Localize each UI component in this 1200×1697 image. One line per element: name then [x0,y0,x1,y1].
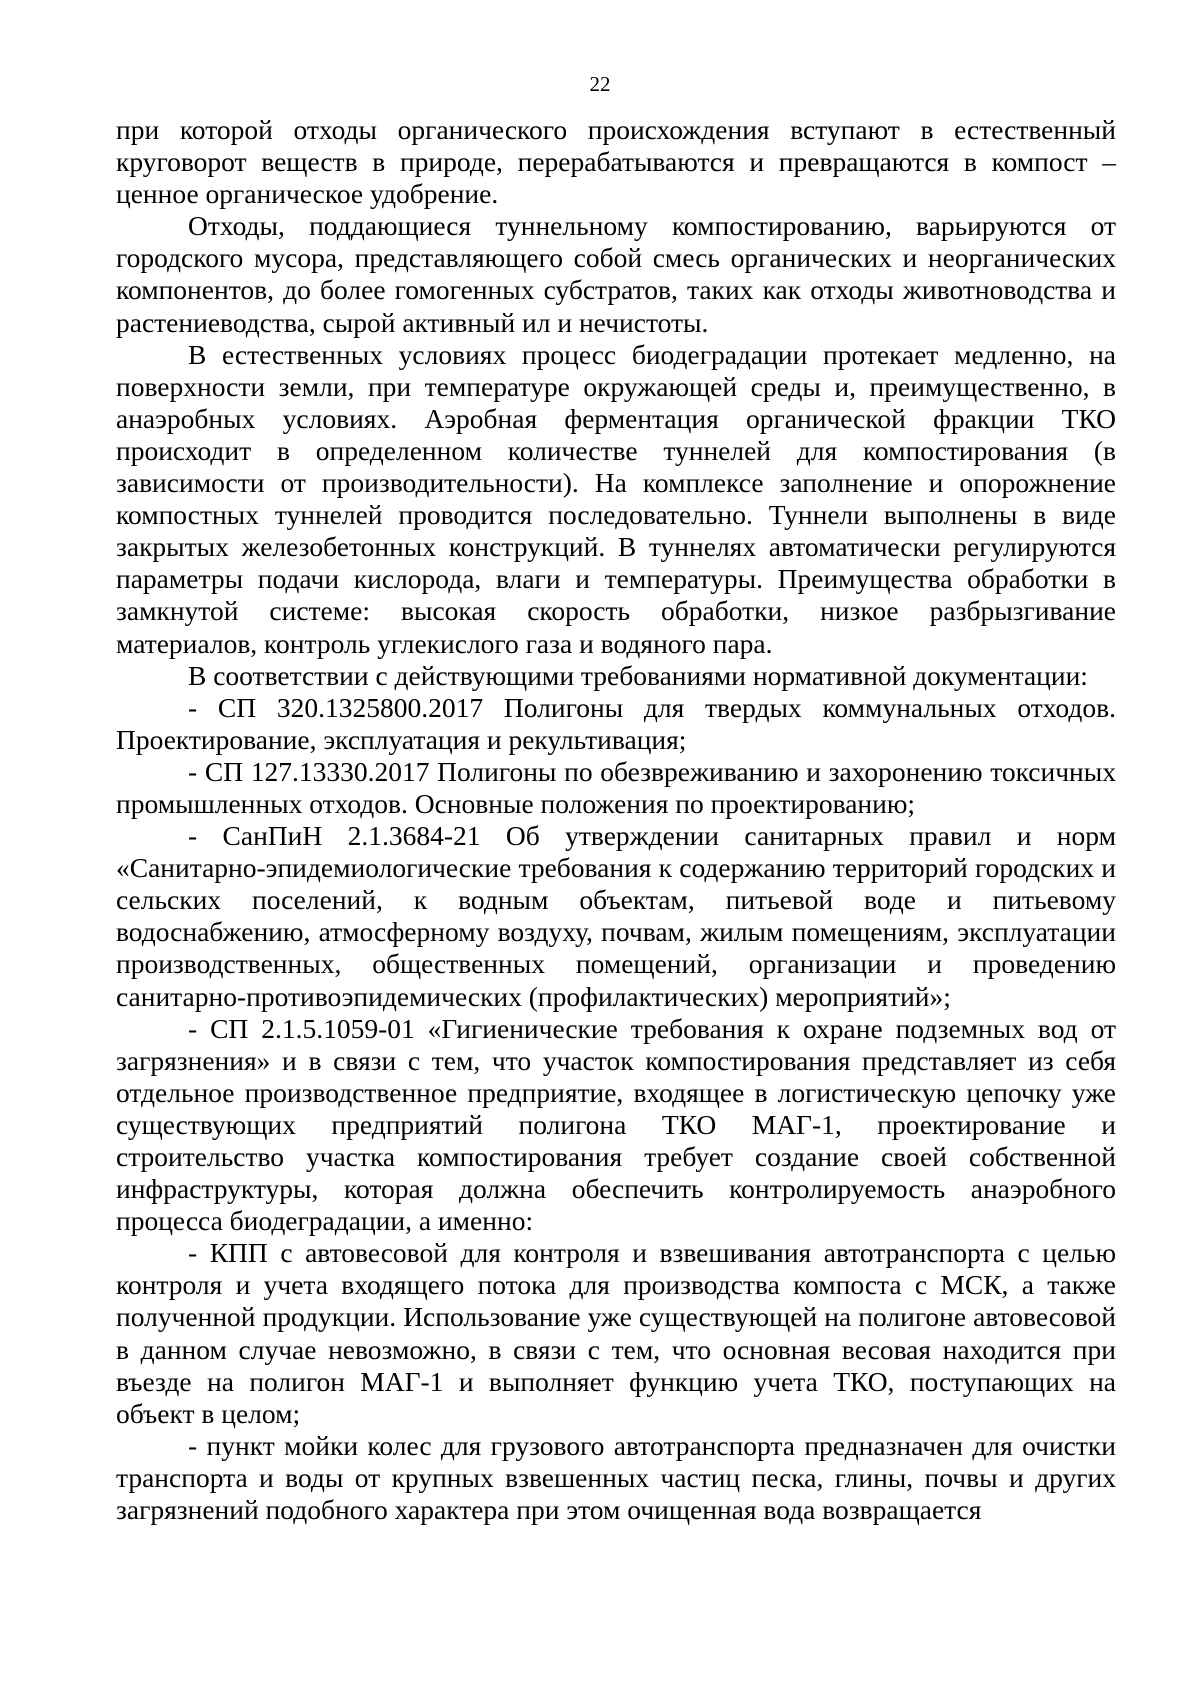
list-item-sp-127: - СП 127.13330.2017 Полигоны по обезвреживанию и захоронению токсичных промышленных отходов. Основные положения по проектированию; [116,755,1116,819]
list-item-sanpin: - СанПиН 2.1.3684-21 Об утверждении санитарных правил и норм «Санитарно-эпидемиологические требования к содержанию территорий городских и сельских поселений, к водным объектам, питьевой воде и питьевому водоснабжению, атмосферному воздуху, почвам, жилым помещениям, эксплуатации производственных, общественных помещений, организации и проведению санитарно-противоэпидемических (профилактических) мероприятий»; [116,820,1116,1012]
document-body [116,114,1116,1526]
list-item-wheel-wash: - пункт мойки колес для грузового автотранспорта предназначен для очистки транспорта и воды от крупных взвешенных частиц песка, глины, почвы и других загрязнений подобного характера при этом очищенная вода возвращается [116,1429,1116,1526]
paragraph-continuation: при которой отходы органического происхождения вступают в естественный круговорот веществ в природе, перерабатываются и превращаются в компост – ценное органическое удобрение. [116,114,1116,210]
paragraph-regulations-intro: В соответствии с действующими требованиями нормативной документации: [188,659,1088,691]
page-number: 22 [589,72,611,96]
list-item-checkpoint-scales: - КПП с автовесовой для контроля и взвешивания автотранспорта с целью контроля и учета входящего потока для производства компоста с МСК, а также полученной продукции. Использование уже существующей на полигоне автовесовой в данном случае невозможно, в связи с тем, что основная весовая находится при въезде на полигон МАГ-1 и выполняет функцию учета ТКО, поступающих на объект в целом; [116,1237,1116,1429]
list-item-sp-320: - СП 320.1325800.2017 Полигоны для твердых коммунальных отходов. Проектирование, эксплуатация и рекультивация; [116,691,1116,755]
paragraph-biodegradation: В естественных условиях процесс биодеградации протекает медленно, на поверхности земли, при температуре окружающей среды и, преимущественно, в анаэробных условиях. Аэробная ферментация органической фракции ТКО происходит в определенном количестве туннелей для компостирования (в зависимости от производительности). На комплексе заполнение и опорожнение компостных туннелей проводится последовательно. Туннели выполнены в виде закрытых железобетонных конструкций. В туннелях автоматически регулируются параметры подачи кислорода, влаги и температуры. Преимущества обработки в замкнутой системе: высокая скорость обработки, низкое разбрызгивание материалов, контроль углекислого газа и водяного пара. [116,338,1116,659]
paragraph-waste-types: Отходы, поддающиеся туннельному компостированию, варьируются от городского мусора, представляющего собой смесь органических и неорганических компонентов, до более гомогенных субстратов, таких как отходы животноводства и растениеводства, сырой активный ил и нечистоты. [116,210,1116,338]
list-item-sp-2-1-5: - СП 2.1.5.1059-01 «Гигиенические требования к охране подземных вод от загрязнения» и в связи с тем, что участок компостирования представляет из себя отдельное производственное предприятие, входящее в логистическую цепочку уже существующих предприятий полигона ТКО МАГ-1, проектирование и строительство участка компостирования требует создание своей собственной инфраструктуры, которая должна обеспечить контролируемость анаэробного процесса биодеградации, а именно: [116,1012,1116,1237]
